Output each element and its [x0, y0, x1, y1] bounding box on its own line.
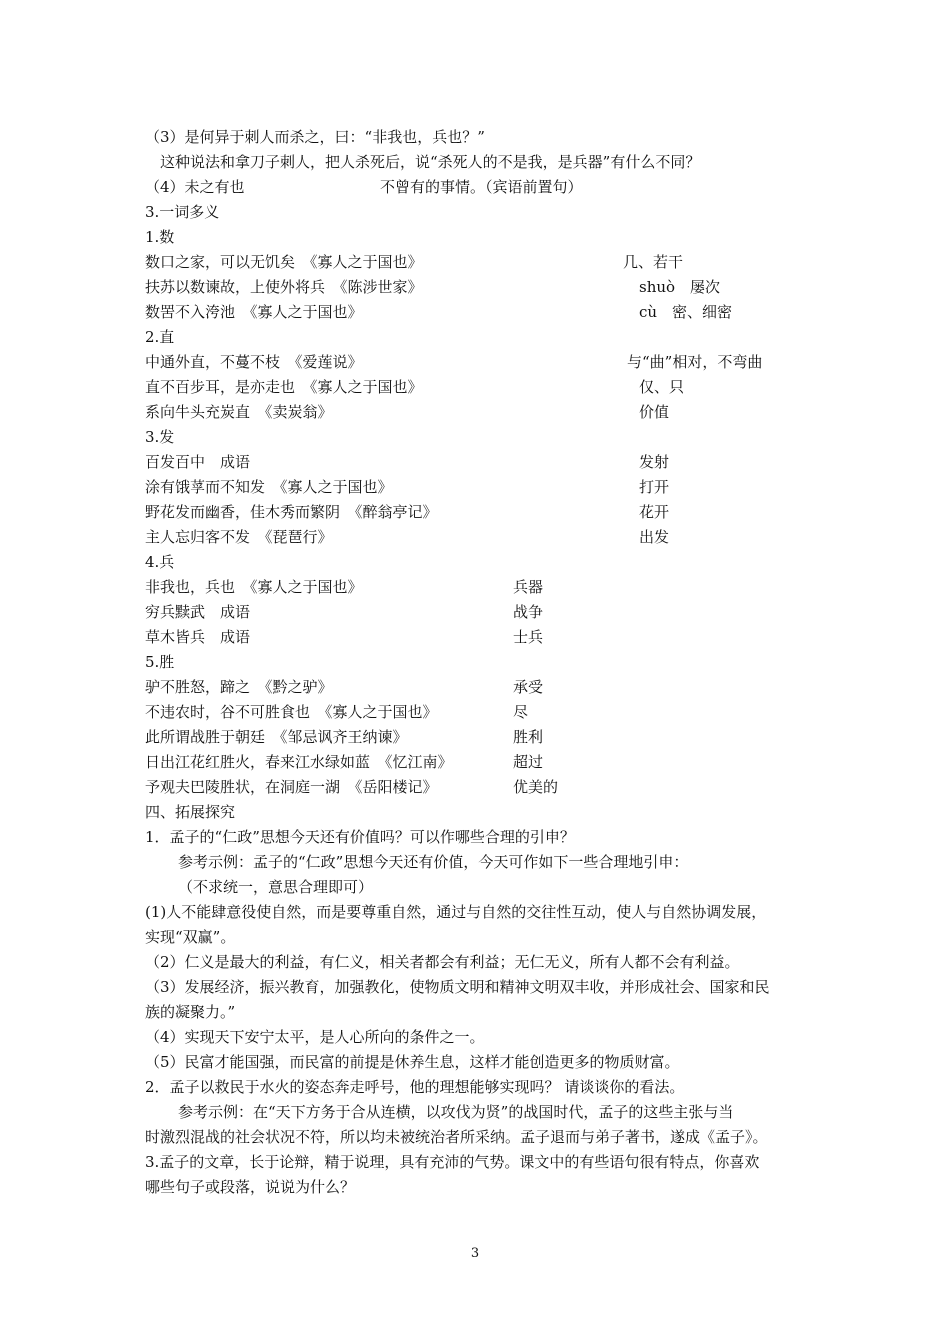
question-2: 2．孟子以救民于水火的姿态奔走呼号，他的理想能够实现吗？ 请谈谈你的看法。 — [145, 1078, 685, 1096]
example-row: 主人忘归客不发 《琵琶行》 出发 — [145, 528, 670, 546]
example-row: 系向牛头充炭直 《卖炭翁》 价值 — [145, 403, 670, 421]
example-row: 野花发而幽香，佳木秀而繁阴 《醉翁亭记》 花开 — [145, 503, 670, 521]
section-heading: 3.一词多义 — [145, 203, 220, 221]
example-row: 数罟不入洿池 《寡人之于国也》 cù 密、细密 — [145, 303, 733, 321]
example-row: 涂有饿莩而不知发 《寡人之于国也》 打开 — [145, 478, 670, 496]
example-row: 不违农时，谷不可胜食也 《寡人之于国也》 尽 — [145, 703, 529, 721]
question-1: 1．孟子的“仁政”思想今天还有价值吗？可以作哪些合理的引申？ — [145, 828, 575, 846]
word-heading: 4.兵 — [145, 553, 175, 571]
example-row: 扶苏以数谏故，上使外将兵 《陈涉世家》 shuò 屡次 — [145, 278, 721, 296]
example-row: 直不百步耳，是亦走也 《寡人之于国也》 仅、只 — [145, 378, 685, 396]
example-row: 此所谓战胜于朝廷 《邹忌讽齐王纳谏》 胜利 — [145, 728, 544, 746]
example-row: 予观夫巴陵胜状，在洞庭一湖 《岳阳楼记》 优美的 — [145, 778, 559, 796]
reference-answer: 参考示例：孟子的“仁政”思想今天还有价值，今天可作如下一些合理地引申： — [178, 853, 689, 871]
text-line: 这种说法和拿刀子刺人，把人杀死后，说“杀死人的不是我，是兵器”有什么不同？ — [145, 153, 701, 171]
example-row: 日出江花红胜火，春来江水绿如蓝 《忆江南》 超过 — [145, 753, 544, 771]
text-line: （3）是何异于刺人而杀之，曰：“非我也，兵也？” — [145, 128, 485, 146]
answer-line: （4）实现天下安宁太平，是人心所向的条件之一。 — [145, 1028, 485, 1046]
example-row: 非我也，兵也 《寡人之于国也》 兵器 — [145, 578, 544, 596]
answer-line: (1)人不能肆意役使自然，而是要尊重自然，通过与自然的交往性互动，使人与自然协调发展， — [145, 903, 767, 921]
answer-line: （2）仁义是最大的利益，有仁义，相关者都会有利益；无仁无义，所有人都不会有利益。 — [145, 953, 740, 971]
example-row: 中通外直，不蔓不枝 《爱莲说》 与“曲”相对，不弯曲 — [145, 353, 763, 371]
example-row: 穷兵黩武 成语 战争 — [145, 603, 544, 621]
question-3: 3.孟子的文章，长于论辩，精于说理，具有充沛的气势。课文中的有些语句很有特点，你喜欢 — [145, 1153, 760, 1171]
answer-line: 实现“双赢”。 — [145, 928, 236, 946]
page-number: 3 — [470, 1246, 480, 1261]
word-heading: 2.直 — [145, 328, 175, 346]
question-3: 哪些句子或段落，说说为什么？ — [145, 1178, 356, 1196]
word-heading: 1.数 — [145, 228, 175, 246]
reference-answer: 参考示例：在“天下方务于合从连横，以攻伐为贤”的战国时代，孟子的这些主张与当 — [178, 1103, 734, 1121]
text-line: （4）未之有也 不曾有的事情。（宾语前置句） — [145, 178, 583, 196]
example-row: 驴不胜怒，蹄之 《黔之驴》 承受 — [145, 678, 544, 696]
word-heading: 5.胜 — [145, 653, 175, 671]
note: （不求统一，意思合理即可） — [178, 878, 374, 896]
example-row: 草木皆兵 成语 士兵 — [145, 628, 544, 646]
answer-line: （3）发展经济，振兴教育，加强教化，使物质文明和精神文明双丰收，并形成社会、国家和民 — [145, 978, 770, 996]
section-heading: 四、拓展探究 — [145, 803, 236, 821]
example-row: 数口之家，可以无饥矣 《寡人之于国也》 几、若干 — [145, 253, 684, 271]
answer-line: 族的凝聚力。” — [145, 1003, 236, 1021]
answer-line: （5）民富才能国强，而民富的前提是休养生息，这样才能创造更多的物质财富。 — [145, 1053, 680, 1071]
reference-answer: 时激烈混战的社会状况不符，所以均未被统治者所采纳。孟子退而与弟子著书，遂成《孟子》。 — [145, 1128, 768, 1146]
word-heading: 3.发 — [145, 428, 175, 446]
example-row: 百发百中 成语 发射 — [145, 453, 670, 471]
